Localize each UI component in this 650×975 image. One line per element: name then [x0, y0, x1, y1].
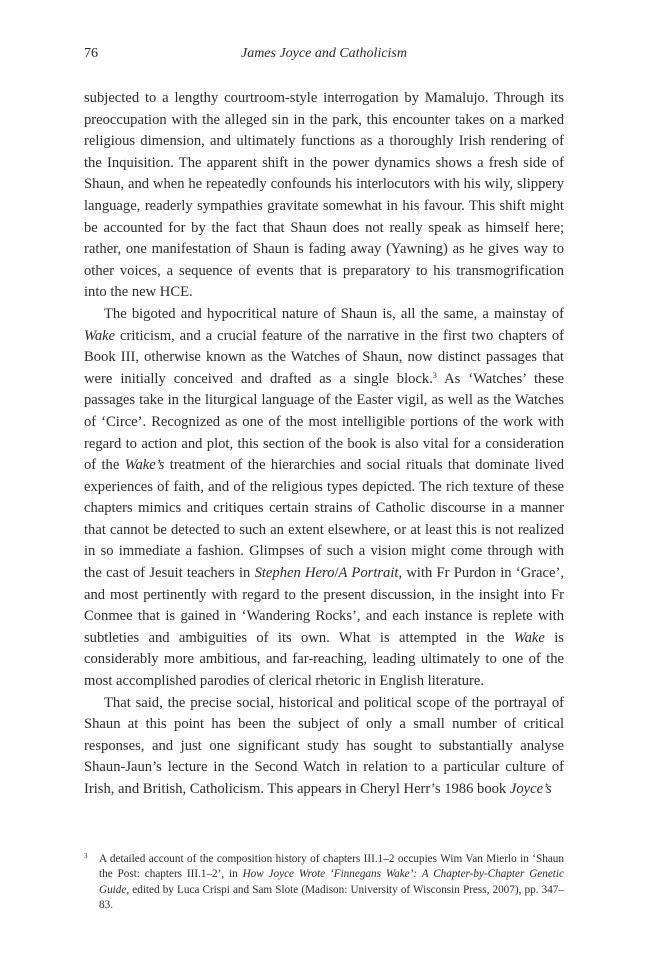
running-title: James Joyce and Catholicism [240, 46, 407, 61]
paragraph-2 [84, 304, 564, 693]
italic-title: Stephen Hero [254, 565, 335, 582]
paragraph-3-text: That said, the precise social, historical and political scope of the portrayal of Shaun at this point has been the subject of only a small number of critical responses, and just one significant study has sought to substantially analyse Shaun-Jaun’s lecture in the Second Watch in relation to a particular culture of Irish, and British, Catholicism. This appears in Cheryl Herr’s 1986 book [84, 694, 564, 797]
paragraph-2-text: The bigoted and hypocritical nature of Shaun is, all the same, a mainstay of [104, 305, 564, 322]
italic-title: How Joyce Wrote ‘Finnegans Wake’: A Chapter-by-Chapter Genetic Guide [99, 868, 564, 896]
footnote-reference[interactable]: 3 [432, 370, 437, 380]
paragraph-2-text: is considerably more ambitious, and far-reaching, leading ultimately to one of the most accomplished parodies of clerical rhetoric in English literature. [84, 629, 564, 690]
paragraph-3 [84, 693, 564, 801]
italic-title: Wake’s [124, 457, 165, 474]
paragraph-2-text: / [334, 565, 339, 582]
paragraph-2-text: , with Fr Purdon in ‘Grace’, and most pertinently with regard to the present discussion, in the insight into Fr Conmee that is gained in ‘Wandering Rocks’, and each instance is replete with subtleties and ambiguities of its own. What is attempted in the [84, 565, 564, 646]
paragraph-1: subjected to a lengthy courtroom-style interrogation by Mamalujo. Through its preoccupation with the alleged sin in the park, this encounter takes on a marked religious dimension, and ultimately functions as a thoroughly Irish rendering of the Inquisition. The apparent shift in the power dynamics shows a fresh side of Shaun, and when he repeatedly confounds his interlocutors with his wily, slippery language, readerly sympathies gravitate somewhat in his favour. This shift might be accounted for by the fact that Shaun does not really speak as himself here; rather, one manifestation of Shaun is fading away (Yawning) as he gives way to other voices, a sequence of events that is preparatory to his transmogrification into the new HCE. [84, 90, 564, 301]
page-header [84, 44, 564, 64]
italic-title: Wake [84, 327, 116, 344]
paragraph-2-text: criticism, and a crucial feature of the narrative in the first two chapters of Book III, otherwise known as the Watches of Shaun, now distinct passages that were initially conceived and drafted as a single block. [84, 327, 564, 387]
footnote-text-part: A detailed account of the composition history of chapters III.1–2 occupies Wim Van Mierlo in ‘Shaun the Post: chapters III.1–2’, in [99, 853, 564, 881]
italic-title: Joyce’s [509, 781, 552, 797]
italic-title: Wake [513, 629, 545, 646]
footnote-text [99, 852, 564, 914]
paragraph-2-text: treatment of the hierarchies and social rituals that dominate lived experiences of faith, and of the religious types depicted. The rich texture of these chapters mimics and critiques certain strains of Catholic discourse in a manner that cannot be detected to such an extent elsewhere, or at least this is not realized in so immediate a fashion. Glimpses of such a vision might come through with the cast of Jesuit teachers in [84, 457, 564, 582]
page-number: 76 [84, 46, 98, 61]
italic-title: A Portrait [338, 565, 399, 582]
paragraph-2-text: As ‘Watches’ these passages take in the liturgical language of the Easter vigil, as well as the Watches of ‘Circe’. Recognized as one of the most intelligible portions of the work with regard to action and plot, this section of the book is also vital for a consideration of the [84, 370, 564, 474]
footnote [84, 852, 564, 914]
footnote-mark: 3 [84, 852, 88, 860]
body-text [84, 88, 564, 801]
footnote-text-part: , edited by Luca Crispi and Sam Slote (Madison: University of Wisconsin Press, 2007), pp. 347–83. [99, 883, 564, 912]
